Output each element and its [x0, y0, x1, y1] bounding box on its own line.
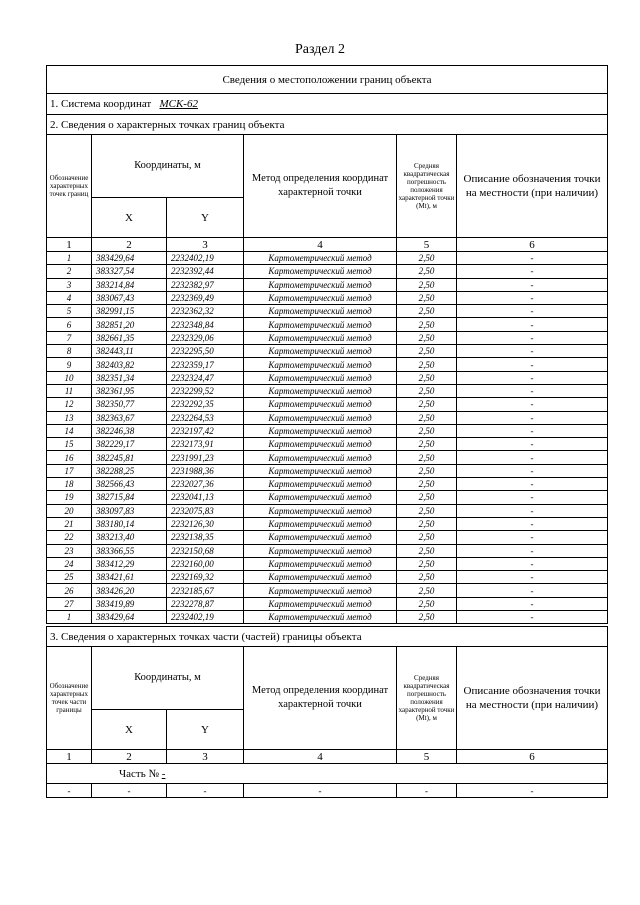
point-x: 382566,43	[92, 478, 167, 491]
point-description: -	[457, 345, 608, 358]
point-accuracy: 2,50	[397, 557, 457, 570]
point-x: 383180,14	[92, 517, 167, 530]
empty-cell: -	[457, 784, 608, 798]
col-number: 4	[244, 750, 397, 764]
point-description: -	[457, 411, 608, 424]
point-method: Картометрический метод	[244, 424, 397, 437]
col-number: 2	[92, 238, 167, 252]
point-id: 26	[47, 584, 92, 597]
header-accuracy: Средняя квадратическая погрешность положения характерной точки (Mt), м	[397, 135, 457, 238]
point-y: 2232392,44	[167, 265, 244, 278]
header-description: Описание обозначения точки на местности (при наличии)	[457, 647, 608, 750]
point-id: 18	[47, 478, 92, 491]
point-description: -	[457, 464, 608, 477]
part-number-row	[47, 764, 608, 784]
point-description: -	[457, 451, 608, 464]
point-x: 382246,38	[92, 424, 167, 437]
point-accuracy: 2,50	[397, 265, 457, 278]
point-description: -	[457, 424, 608, 437]
point-y: 2232278,87	[167, 597, 244, 610]
point-method: Картометрический метод	[244, 531, 397, 544]
point-accuracy: 2,50	[397, 544, 457, 557]
point-description: -	[457, 278, 608, 291]
point-y: 2232324,47	[167, 371, 244, 384]
table-row	[47, 318, 608, 331]
col-number: 6	[457, 238, 608, 252]
point-x: 383067,43	[92, 291, 167, 304]
point-x: 382661,35	[92, 331, 167, 344]
point-id: 12	[47, 398, 92, 411]
point-y: 2232169,32	[167, 571, 244, 584]
table-row	[47, 451, 608, 464]
point-method: Картометрический метод	[244, 504, 397, 517]
point-y: 2232264,53	[167, 411, 244, 424]
point-id: 21	[47, 517, 92, 530]
point-x: 383426,20	[92, 584, 167, 597]
point-x: 382245,81	[92, 451, 167, 464]
empty-cell: -	[167, 784, 244, 798]
point-y: 2232041,13	[167, 491, 244, 504]
point-x: 383412,29	[92, 557, 167, 570]
point-id: 24	[47, 557, 92, 570]
point-description: -	[457, 358, 608, 371]
table-row	[47, 411, 608, 424]
part-value: -	[161, 767, 166, 780]
col-number: 4	[244, 238, 397, 252]
point-method: Картометрический метод	[244, 291, 397, 304]
point-x: 383421,61	[92, 571, 167, 584]
point-x: 382351,34	[92, 371, 167, 384]
point-id: 16	[47, 451, 92, 464]
point-id: 19	[47, 491, 92, 504]
point-y: 2232027,36	[167, 478, 244, 491]
col-number: 6	[457, 750, 608, 764]
point-x: 382363,67	[92, 411, 167, 424]
point-method: Картометрический метод	[244, 411, 397, 424]
point-method: Картометрический метод	[244, 358, 397, 371]
table-row	[47, 491, 608, 504]
point-y: 2232126,30	[167, 517, 244, 530]
point-description: -	[457, 571, 608, 584]
point-accuracy: 2,50	[397, 384, 457, 397]
section2-title: 2. Сведения о характерных точках границ объекта	[47, 115, 608, 135]
table-row	[47, 278, 608, 291]
table-row	[47, 597, 608, 610]
point-method: Картометрический метод	[244, 305, 397, 318]
table-row	[47, 384, 608, 397]
empty-cell: -	[397, 784, 457, 798]
point-id: 22	[47, 531, 92, 544]
point-accuracy: 2,50	[397, 504, 457, 517]
table-row	[47, 291, 608, 304]
point-x: 382403,82	[92, 358, 167, 371]
point-accuracy: 2,50	[397, 291, 457, 304]
col-number: 5	[397, 238, 457, 252]
point-x: 382288,25	[92, 464, 167, 477]
point-id: 1	[47, 611, 92, 624]
point-accuracy: 2,50	[397, 398, 457, 411]
point-x: 383429,64	[92, 252, 167, 265]
point-accuracy: 2,50	[397, 358, 457, 371]
point-accuracy: 2,50	[397, 318, 457, 331]
point-x: 383429,64	[92, 611, 167, 624]
coord-system-value: МСК-62	[159, 98, 198, 110]
point-description: -	[457, 611, 608, 624]
point-id: 13	[47, 411, 92, 424]
col-number: 3	[167, 750, 244, 764]
header-y: Y	[167, 710, 244, 750]
header-coords: Координаты, м	[92, 135, 244, 198]
table-row	[47, 371, 608, 384]
point-id: 3	[47, 278, 92, 291]
point-x: 383214,84	[92, 278, 167, 291]
table-row	[47, 504, 608, 517]
table-row	[47, 358, 608, 371]
table-row	[47, 478, 608, 491]
point-description: -	[457, 291, 608, 304]
table-row	[47, 398, 608, 411]
point-y: 2232295,50	[167, 345, 244, 358]
point-method: Картометрический метод	[244, 252, 397, 265]
point-accuracy: 2,50	[397, 438, 457, 451]
table-row	[47, 517, 608, 530]
table-row	[47, 438, 608, 451]
point-id: 8	[47, 345, 92, 358]
point-accuracy: 2,50	[397, 571, 457, 584]
table-row	[47, 464, 608, 477]
point-description: -	[457, 384, 608, 397]
point-id: 27	[47, 597, 92, 610]
table-row	[47, 331, 608, 344]
point-y: 2232348,84	[167, 318, 244, 331]
header-description: Описание обозначения точки на местности (при наличии)	[457, 135, 608, 238]
point-accuracy: 2,50	[397, 584, 457, 597]
header-x: X	[92, 710, 167, 750]
table-row	[47, 584, 608, 597]
header-y: Y	[167, 198, 244, 238]
point-method: Картометрический метод	[244, 611, 397, 624]
point-x: 382851,20	[92, 318, 167, 331]
point-x: 382350,77	[92, 398, 167, 411]
point-accuracy: 2,50	[397, 411, 457, 424]
point-y: 2232329,06	[167, 331, 244, 344]
table-row	[47, 424, 608, 437]
point-y: 2232138,35	[167, 531, 244, 544]
point-description: -	[457, 318, 608, 331]
point-id: 7	[47, 331, 92, 344]
point-y: 2232359,17	[167, 358, 244, 371]
point-x: 383097,83	[92, 504, 167, 517]
point-method: Картометрический метод	[244, 544, 397, 557]
point-method: Картометрический метод	[244, 318, 397, 331]
point-accuracy: 2,50	[397, 331, 457, 344]
point-x: 382229,17	[92, 438, 167, 451]
point-id: 17	[47, 464, 92, 477]
header-method: Метод определения координат характерной точки	[244, 135, 397, 238]
table-row	[47, 345, 608, 358]
point-method: Картометрический метод	[244, 464, 397, 477]
header-accuracy: Средняя квадратическая погрешность положения характерной точки (Mt), м	[397, 647, 457, 750]
point-y: 2232075,83	[167, 504, 244, 517]
point-id: 9	[47, 358, 92, 371]
point-accuracy: 2,50	[397, 424, 457, 437]
point-method: Картометрический метод	[244, 265, 397, 278]
point-description: -	[457, 371, 608, 384]
col-number: 5	[397, 750, 457, 764]
point-y: 2232292,35	[167, 398, 244, 411]
point-id: 6	[47, 318, 92, 331]
empty-cell: -	[244, 784, 397, 798]
table-row	[47, 544, 608, 557]
point-accuracy: 2,50	[397, 597, 457, 610]
table-row	[47, 531, 608, 544]
point-id: 4	[47, 291, 92, 304]
point-accuracy: 2,50	[397, 491, 457, 504]
header-coords: Координаты, м	[92, 647, 244, 710]
col-number: 1	[47, 238, 92, 252]
point-x: 383327,54	[92, 265, 167, 278]
point-method: Картометрический метод	[244, 384, 397, 397]
col-number: 2	[92, 750, 167, 764]
col-number: 1	[47, 750, 92, 764]
point-method: Картометрический метод	[244, 438, 397, 451]
point-id: 11	[47, 384, 92, 397]
point-description: -	[457, 531, 608, 544]
point-accuracy: 2,50	[397, 252, 457, 265]
header-method: Метод определения координат характерной точки	[244, 647, 397, 750]
point-y: 2232185,67	[167, 584, 244, 597]
point-id: 1	[47, 252, 92, 265]
point-description: -	[457, 597, 608, 610]
point-accuracy: 2,50	[397, 371, 457, 384]
point-accuracy: 2,50	[397, 345, 457, 358]
table-row	[47, 557, 608, 570]
coord-system-row	[47, 94, 608, 115]
point-y: 2232402,19	[167, 611, 244, 624]
point-y: 2231988,36	[167, 464, 244, 477]
column-numbers-row	[47, 238, 608, 252]
point-y: 2232382,97	[167, 278, 244, 291]
point-x: 382361,95	[92, 384, 167, 397]
point-id: 5	[47, 305, 92, 318]
point-method: Картометрический метод	[244, 584, 397, 597]
point-y: 2232369,49	[167, 291, 244, 304]
point-x: 382991,15	[92, 305, 167, 318]
table-row	[47, 784, 608, 798]
point-method: Картометрический метод	[244, 517, 397, 530]
point-x: 383213,40	[92, 531, 167, 544]
point-y: 2232197,42	[167, 424, 244, 437]
point-y: 2232362,32	[167, 305, 244, 318]
point-id: 15	[47, 438, 92, 451]
point-description: -	[457, 398, 608, 411]
part-boundary-table	[46, 626, 608, 798]
point-description: -	[457, 265, 608, 278]
table-row	[47, 305, 608, 318]
point-method: Картометрический метод	[244, 398, 397, 411]
point-y: 2231991,23	[167, 451, 244, 464]
point-description: -	[457, 331, 608, 344]
point-accuracy: 2,50	[397, 278, 457, 291]
boundary-table	[46, 65, 608, 624]
point-method: Картометрический метод	[244, 491, 397, 504]
point-y: 2232402,19	[167, 252, 244, 265]
section-heading: Раздел 2	[294, 42, 346, 57]
point-id: 23	[47, 544, 92, 557]
col-number: 3	[167, 238, 244, 252]
section3-title: 3. Сведения о характерных точках части (частей) границы объекта	[47, 627, 608, 647]
point-description: -	[457, 438, 608, 451]
point-x: 383366,55	[92, 544, 167, 557]
point-description: -	[457, 504, 608, 517]
point-accuracy: 2,50	[397, 531, 457, 544]
table-row	[47, 265, 608, 278]
point-method: Картометрический метод	[244, 597, 397, 610]
header-x: X	[92, 198, 167, 238]
point-description: -	[457, 491, 608, 504]
point-accuracy: 2,50	[397, 464, 457, 477]
coord-system-label: 1. Система координат	[50, 98, 152, 110]
header-point-name: Обозначение характерных точек границ	[47, 135, 92, 238]
point-id: 2	[47, 265, 92, 278]
table-row	[47, 252, 608, 265]
point-method: Картометрический метод	[244, 478, 397, 491]
point-y: 2232299,52	[167, 384, 244, 397]
point-description: -	[457, 584, 608, 597]
point-x: 382443,11	[92, 345, 167, 358]
table-row	[47, 611, 608, 624]
point-accuracy: 2,50	[397, 517, 457, 530]
table-title: Сведения о местоположении границ объекта	[47, 66, 608, 94]
point-description: -	[457, 252, 608, 265]
point-y: 2232160,00	[167, 557, 244, 570]
column-numbers-row	[47, 750, 608, 764]
table-row	[47, 571, 608, 584]
point-x: 382715,84	[92, 491, 167, 504]
point-description: -	[457, 305, 608, 318]
point-method: Картометрический метод	[244, 371, 397, 384]
point-description: -	[457, 478, 608, 491]
point-accuracy: 2,50	[397, 611, 457, 624]
point-accuracy: 2,50	[397, 451, 457, 464]
point-description: -	[457, 557, 608, 570]
point-x: 383419,89	[92, 597, 167, 610]
point-method: Картометрический метод	[244, 278, 397, 291]
point-method: Картометрический метод	[244, 331, 397, 344]
point-method: Картометрический метод	[244, 557, 397, 570]
part-label: Часть №	[119, 767, 159, 780]
point-description: -	[457, 517, 608, 530]
point-method: Картометрический метод	[244, 571, 397, 584]
point-accuracy: 2,50	[397, 305, 457, 318]
empty-cell: -	[47, 784, 92, 798]
point-method: Картометрический метод	[244, 345, 397, 358]
point-description: -	[457, 544, 608, 557]
point-y: 2232173,91	[167, 438, 244, 451]
point-id: 25	[47, 571, 92, 584]
point-id: 10	[47, 371, 92, 384]
point-id: 20	[47, 504, 92, 517]
empty-cell: -	[92, 784, 167, 798]
point-accuracy: 2,50	[397, 478, 457, 491]
point-y: 2232150,68	[167, 544, 244, 557]
point-id: 14	[47, 424, 92, 437]
header-point-name: Обозначение характерных точек части границы	[47, 647, 92, 750]
point-method: Картометрический метод	[244, 451, 397, 464]
